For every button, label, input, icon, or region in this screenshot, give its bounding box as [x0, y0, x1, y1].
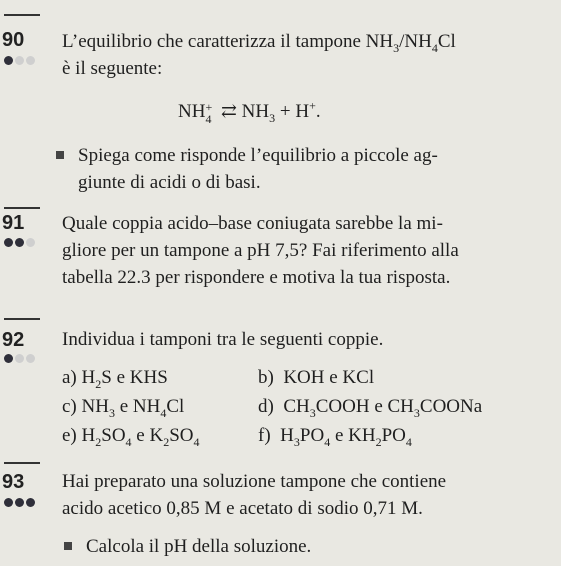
superscript: + — [205, 99, 213, 114]
text-line: L’equilibrio che caratterizza il tampone NH — [62, 31, 394, 52]
option-label: b) — [258, 367, 274, 388]
subscript: 3 — [413, 405, 420, 420]
text-line: Quale coppia acido–base coniugata sarebbe la mi- — [62, 213, 443, 234]
difficulty-dots — [4, 498, 35, 507]
formula: S e KHS — [101, 367, 168, 388]
plus-sign: + — [279, 101, 291, 122]
exercise-divider — [4, 462, 40, 464]
subscript: 3 — [309, 405, 316, 420]
formula: Cl — [166, 396, 185, 417]
subscript: 4 — [205, 111, 212, 126]
difficulty-dots — [4, 238, 35, 247]
text-line: Hai preparato una soluzione tampone che contiene — [62, 471, 447, 492]
subscript: 4 — [431, 40, 438, 55]
difficulty-dots — [4, 56, 35, 65]
exercise-text — [62, 468, 553, 522]
text-line: giunte di acidi o di basi. — [78, 172, 261, 193]
option-c — [62, 396, 184, 418]
exercise-divider — [4, 207, 40, 209]
text-line: tabella 22.3 per rispondere e motiva la tua risposta. — [62, 267, 451, 288]
option-label: e) — [62, 425, 77, 446]
text-line: Calcola il pH della soluzione. — [86, 536, 312, 557]
text-line: gliore per un tampone a pH 7,5? Fai riferimento alla — [62, 240, 459, 261]
option-label: c) — [62, 396, 77, 417]
text-line: /NH — [399, 31, 432, 52]
exercise-number: 92 — [2, 329, 25, 351]
formula: COOH e CH — [315, 396, 414, 417]
subscript: 4 — [324, 434, 331, 449]
formula: e NH — [114, 396, 161, 417]
difficulty-dot — [4, 238, 13, 247]
formula: SO — [169, 425, 194, 446]
difficulty-dot — [15, 56, 24, 65]
period: . — [315, 101, 321, 122]
difficulty-dot — [26, 354, 35, 363]
formula: PO — [299, 425, 325, 446]
formula: H — [280, 425, 294, 446]
difficulty-dots — [4, 354, 35, 363]
formula: H — [81, 367, 96, 388]
option-f — [258, 425, 412, 447]
exercise-number: 90 — [2, 29, 25, 51]
difficulty-dot — [15, 238, 24, 247]
text-line: Cl — [437, 31, 456, 52]
exercise-text — [62, 210, 553, 291]
subscript: 4 — [193, 434, 200, 449]
subscript: 2 — [95, 376, 102, 391]
option-label: d) — [258, 396, 274, 417]
option-b — [258, 367, 374, 389]
exercise-number: 91 — [2, 212, 25, 234]
difficulty-dot — [26, 238, 35, 247]
subscript: 3 — [108, 405, 115, 420]
superscript: + — [309, 98, 316, 113]
text-line: è il seguente: — [62, 58, 163, 79]
subscript: 2 — [375, 434, 382, 449]
square-bullet-icon — [56, 151, 64, 159]
formula: KOH e KCl — [283, 367, 375, 388]
exercise-text — [62, 28, 553, 82]
option-e — [62, 425, 200, 447]
formula: e KH — [330, 425, 376, 446]
formula: H — [295, 101, 310, 122]
formula: SO — [101, 425, 126, 446]
equilibrium-arrow: ⇄ — [220, 101, 237, 122]
difficulty-dot — [4, 354, 13, 363]
subscript: 2 — [95, 434, 102, 449]
square-bullet-icon — [64, 542, 72, 550]
difficulty-dot — [4, 498, 13, 507]
option-d — [258, 396, 482, 418]
text-line: Individua i tamponi tra le seguenti coppie. — [62, 329, 384, 350]
option-a — [62, 367, 168, 389]
formula: NH — [81, 396, 109, 417]
option-label: f) — [258, 425, 271, 446]
exercise-divider — [4, 14, 40, 16]
subscript: 3 — [393, 40, 400, 55]
equilibrium-equation — [178, 100, 321, 125]
subscript: 4 — [125, 434, 132, 449]
formula: e K — [131, 425, 164, 446]
exercise-text — [62, 326, 553, 353]
formula: NH — [241, 101, 270, 122]
subscript: 2 — [163, 434, 170, 449]
difficulty-dot — [15, 354, 24, 363]
subscript: 3 — [293, 434, 300, 449]
exercise-number: 93 — [2, 471, 25, 493]
formula: H — [81, 425, 96, 446]
subscript: 4 — [405, 434, 412, 449]
difficulty-dot — [26, 56, 35, 65]
difficulty-dot — [4, 56, 13, 65]
subscript: 4 — [160, 405, 167, 420]
difficulty-dot — [26, 498, 35, 507]
formula: CH — [283, 396, 310, 417]
exercise-divider — [4, 318, 40, 320]
formula: PO — [381, 425, 406, 446]
text-line: acido acetico 0,85 M e acetato di sodio 0,71 M. — [62, 498, 423, 519]
formula: NH — [178, 101, 206, 122]
option-label: a) — [62, 367, 77, 388]
subscript: 3 — [269, 110, 276, 125]
text-line: Spiega come risponde l’equilibrio a piccole ag- — [78, 145, 438, 166]
formula: COONa — [419, 396, 483, 417]
difficulty-dot — [15, 498, 24, 507]
